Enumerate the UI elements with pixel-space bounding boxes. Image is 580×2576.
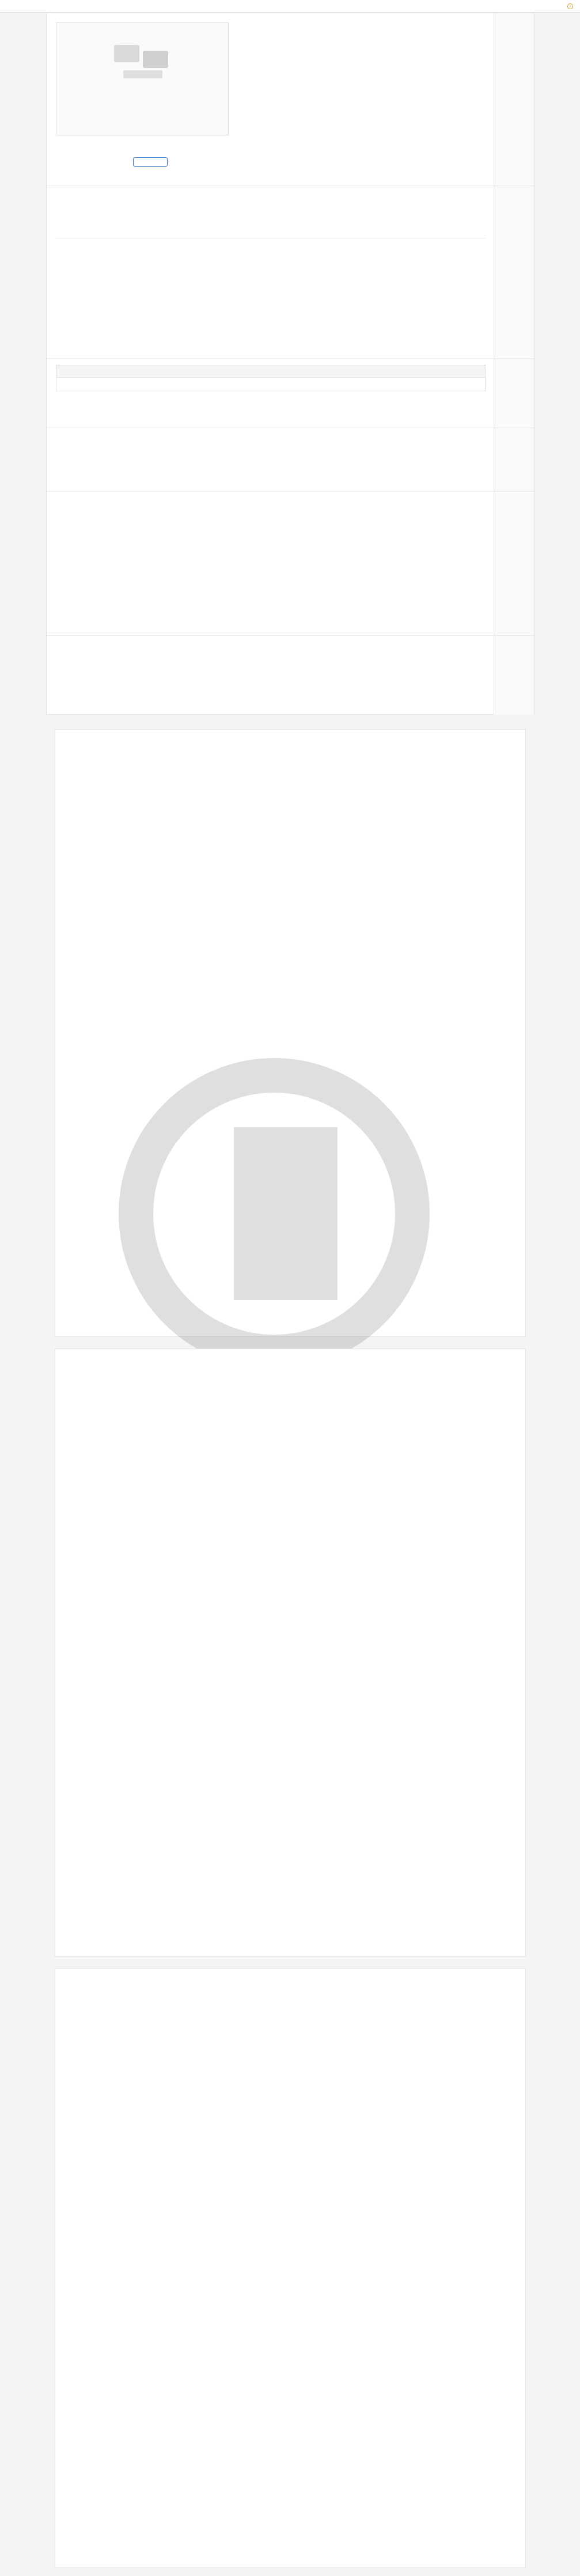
info-row (237, 85, 486, 96)
notes-body (56, 641, 486, 652)
info-row (56, 192, 486, 203)
gavel-icon (108, 40, 177, 86)
divider (56, 238, 486, 239)
info-grid-b (56, 192, 486, 296)
owners-table (56, 365, 486, 391)
info-row (56, 285, 486, 296)
info-row (56, 519, 486, 530)
info-row (56, 445, 486, 456)
table-row (56, 378, 485, 391)
info-row (237, 41, 486, 52)
info-row (56, 241, 486, 252)
card-side-tab (494, 359, 534, 428)
card-owners (47, 359, 534, 428)
document-text (83, 753, 498, 1313)
card-side-tab (494, 186, 534, 358)
table-header (56, 365, 485, 378)
card-side-tab (494, 428, 534, 491)
card-device (47, 492, 534, 636)
info-row (56, 203, 486, 214)
case-details-panel (46, 13, 534, 715)
info-row (237, 19, 486, 30)
info-grid-device (56, 497, 486, 541)
card-notes (47, 636, 534, 715)
info-row (56, 263, 486, 274)
card-side-tab (494, 636, 534, 715)
document-page-3-blank (55, 1968, 526, 2567)
card-side-tab (494, 13, 534, 186)
view-photos-button[interactable] (133, 157, 168, 167)
document-page-2 (55, 1349, 526, 1956)
property-photo-placeholder (56, 22, 229, 135)
notes-text (56, 641, 486, 652)
info-row (237, 74, 486, 85)
top-notice-bar (0, 0, 580, 13)
info-grid-financial (56, 434, 486, 467)
info-row (56, 497, 486, 508)
info-row (237, 52, 486, 63)
card-main-info (47, 13, 534, 186)
info-row (56, 225, 486, 236)
info-row (56, 456, 486, 467)
card-side-tab (494, 492, 534, 635)
info-row (56, 530, 486, 541)
info-grid-a (237, 19, 486, 96)
card-property-info (47, 186, 534, 359)
info-row (56, 214, 486, 225)
document-page-1 (55, 729, 526, 1337)
info-row (56, 274, 486, 285)
info-row (56, 508, 486, 519)
info-row (237, 30, 486, 41)
document-text (83, 1372, 498, 1933)
card-financial (47, 428, 534, 492)
info-icon: ! (567, 3, 573, 9)
info-row (237, 63, 486, 74)
info-row (56, 434, 486, 445)
info-row (56, 252, 486, 263)
